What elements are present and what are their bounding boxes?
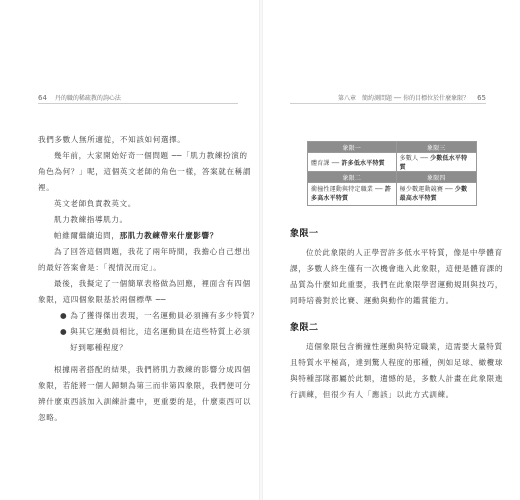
quadrant-1-cell <box>308 153 397 172</box>
paragraph-line: 為了回答這個問題，我花了兩年時間，我擔心自己想出 <box>54 247 251 256</box>
bullet-continuation: 好到哪種程度？ <box>70 343 128 352</box>
quadrant-1-prefix: 體育課 ── <box>311 159 340 167</box>
quadrant-1-bold: 許多低水平特質 <box>341 159 385 167</box>
paragraph-line: 角色為何？」呢，這個英文老師的角色一樣，答案就在稱謂 <box>38 167 252 176</box>
paragraph-line: 辨什麼東西該加入訓練計畫中，更重要的是，什麼東西可以 <box>38 397 252 406</box>
paragraph-line: 象限，這四個象限基於兩個標準 ── <box>38 295 167 304</box>
right-running-head-title: 第八章 簡約測問題 ── 你的目標位於什麼象限？ <box>338 95 470 102</box>
paragraph-line: 與特種部隊都屬於此類，遺憾的是，多數人計畫在此象限進 <box>290 374 504 383</box>
left-running-head <box>38 93 121 102</box>
bullet-item <box>38 324 259 340</box>
paragraph-line: 最後，我擬定了一個簡單表格做為回應，裡面含有四個 <box>54 279 251 288</box>
section-title-quadrant-2: 象限二 <box>290 323 319 333</box>
paragraph-line: 且特質水平極高，達到驚人程度的那種，例如足球、橄欖球 <box>290 358 504 367</box>
question-intro: 帕維爾繼續追問， <box>54 231 120 240</box>
section-body-quadrant-1 <box>290 245 503 309</box>
section-title-quadrant-1: 象限一 <box>290 229 319 239</box>
bullet-text: 為了獲得傑出表現，一名運動員必須擁有多少特質？ <box>70 311 259 320</box>
bullet-text: 與其它運動員相比，這名運動員在這些特質上必須 <box>70 327 251 336</box>
quadrant-4-bold: 少數最高水平特質 <box>399 186 468 202</box>
paragraph-line: 肌力教練指導肌力。 <box>54 215 128 224</box>
bullet-icon: ● <box>60 327 71 336</box>
quadrant-3-header: 象限三 <box>396 142 476 153</box>
quadrant-table <box>307 141 477 206</box>
paragraph-line: 位於此象限的人正學習許多低水平特質，像是中學體育 <box>306 248 503 257</box>
right-page-number: 65 <box>477 94 486 102</box>
left-running-head-title: 丹的職的稀疏教的詢心法 <box>54 95 121 102</box>
paragraph-line: 幾年前，大家開始好奇一個問題 ──「肌力教練扮演的 <box>54 151 248 160</box>
paragraph-line: 行訓練，但很少有人「應該」以此方式訓練。 <box>290 390 454 399</box>
paragraph-line: 課，多數人終生僅有一次機會進入此象限，這便是體育課的 <box>290 264 504 273</box>
bullet-item <box>38 308 259 324</box>
quadrant-2-header: 象限二 <box>308 172 397 183</box>
paragraph-line: 的最好答案會是：「視情況而定」。 <box>38 263 162 272</box>
section-body-quadrant-2 <box>290 339 503 403</box>
quadrant-2-cell <box>308 183 397 206</box>
paragraph-line: 忽略。 <box>38 413 63 422</box>
right-header-rule <box>290 103 486 104</box>
paragraph-line: 英文老師負責教英文。 <box>54 199 136 208</box>
quadrant-4-prefix: 極少數運動競賽 ── <box>399 186 453 193</box>
quadrant-4-cell <box>396 183 476 206</box>
quadrant-2-prefix: 衝撞性運動與特定職業 ── <box>311 186 383 193</box>
paragraph-line: 象限，若能將一個人歸類為第三而非第四象限，我們便可分 <box>38 381 252 390</box>
paragraph-line: 我們多數人無所適從，不知該如何選擇。 <box>38 135 186 144</box>
left-body-text <box>38 132 259 426</box>
left-page-number: 64 <box>38 94 47 102</box>
paragraph-line: 這個象限包含衝撞性運動與特定職業，這需要大量特質 <box>306 342 503 351</box>
bullet-icon: ● <box>60 311 71 320</box>
question-bold: 那肌力教練帶來什麼影響？ <box>119 231 218 240</box>
paragraph-line: 品質為什麼如此重要，我們在此象限學習運動規則與技巧， <box>290 280 504 289</box>
quadrant-3-cell <box>396 153 476 172</box>
paragraph-line: 根據兩者搭配的結果，我們將肌力教練的影響分成四個 <box>54 365 251 374</box>
paragraph-line: 裡。 <box>38 183 55 192</box>
question-line <box>38 228 259 244</box>
quadrant-1-header: 象限一 <box>308 142 397 153</box>
left-header-rule <box>38 103 238 104</box>
right-running-head <box>338 93 486 102</box>
quadrant-3-bold: 少數低水平特質 <box>399 155 468 171</box>
quadrant-3-prefix: 多數人 ── <box>399 155 429 162</box>
quadrant-2-bold: 許多高水平特質 <box>311 186 392 202</box>
paragraph-line: 同時培養對於比賽、運動與動作的鑑賞能力。 <box>290 296 454 305</box>
quadrant-4-header: 象限四 <box>396 172 476 183</box>
